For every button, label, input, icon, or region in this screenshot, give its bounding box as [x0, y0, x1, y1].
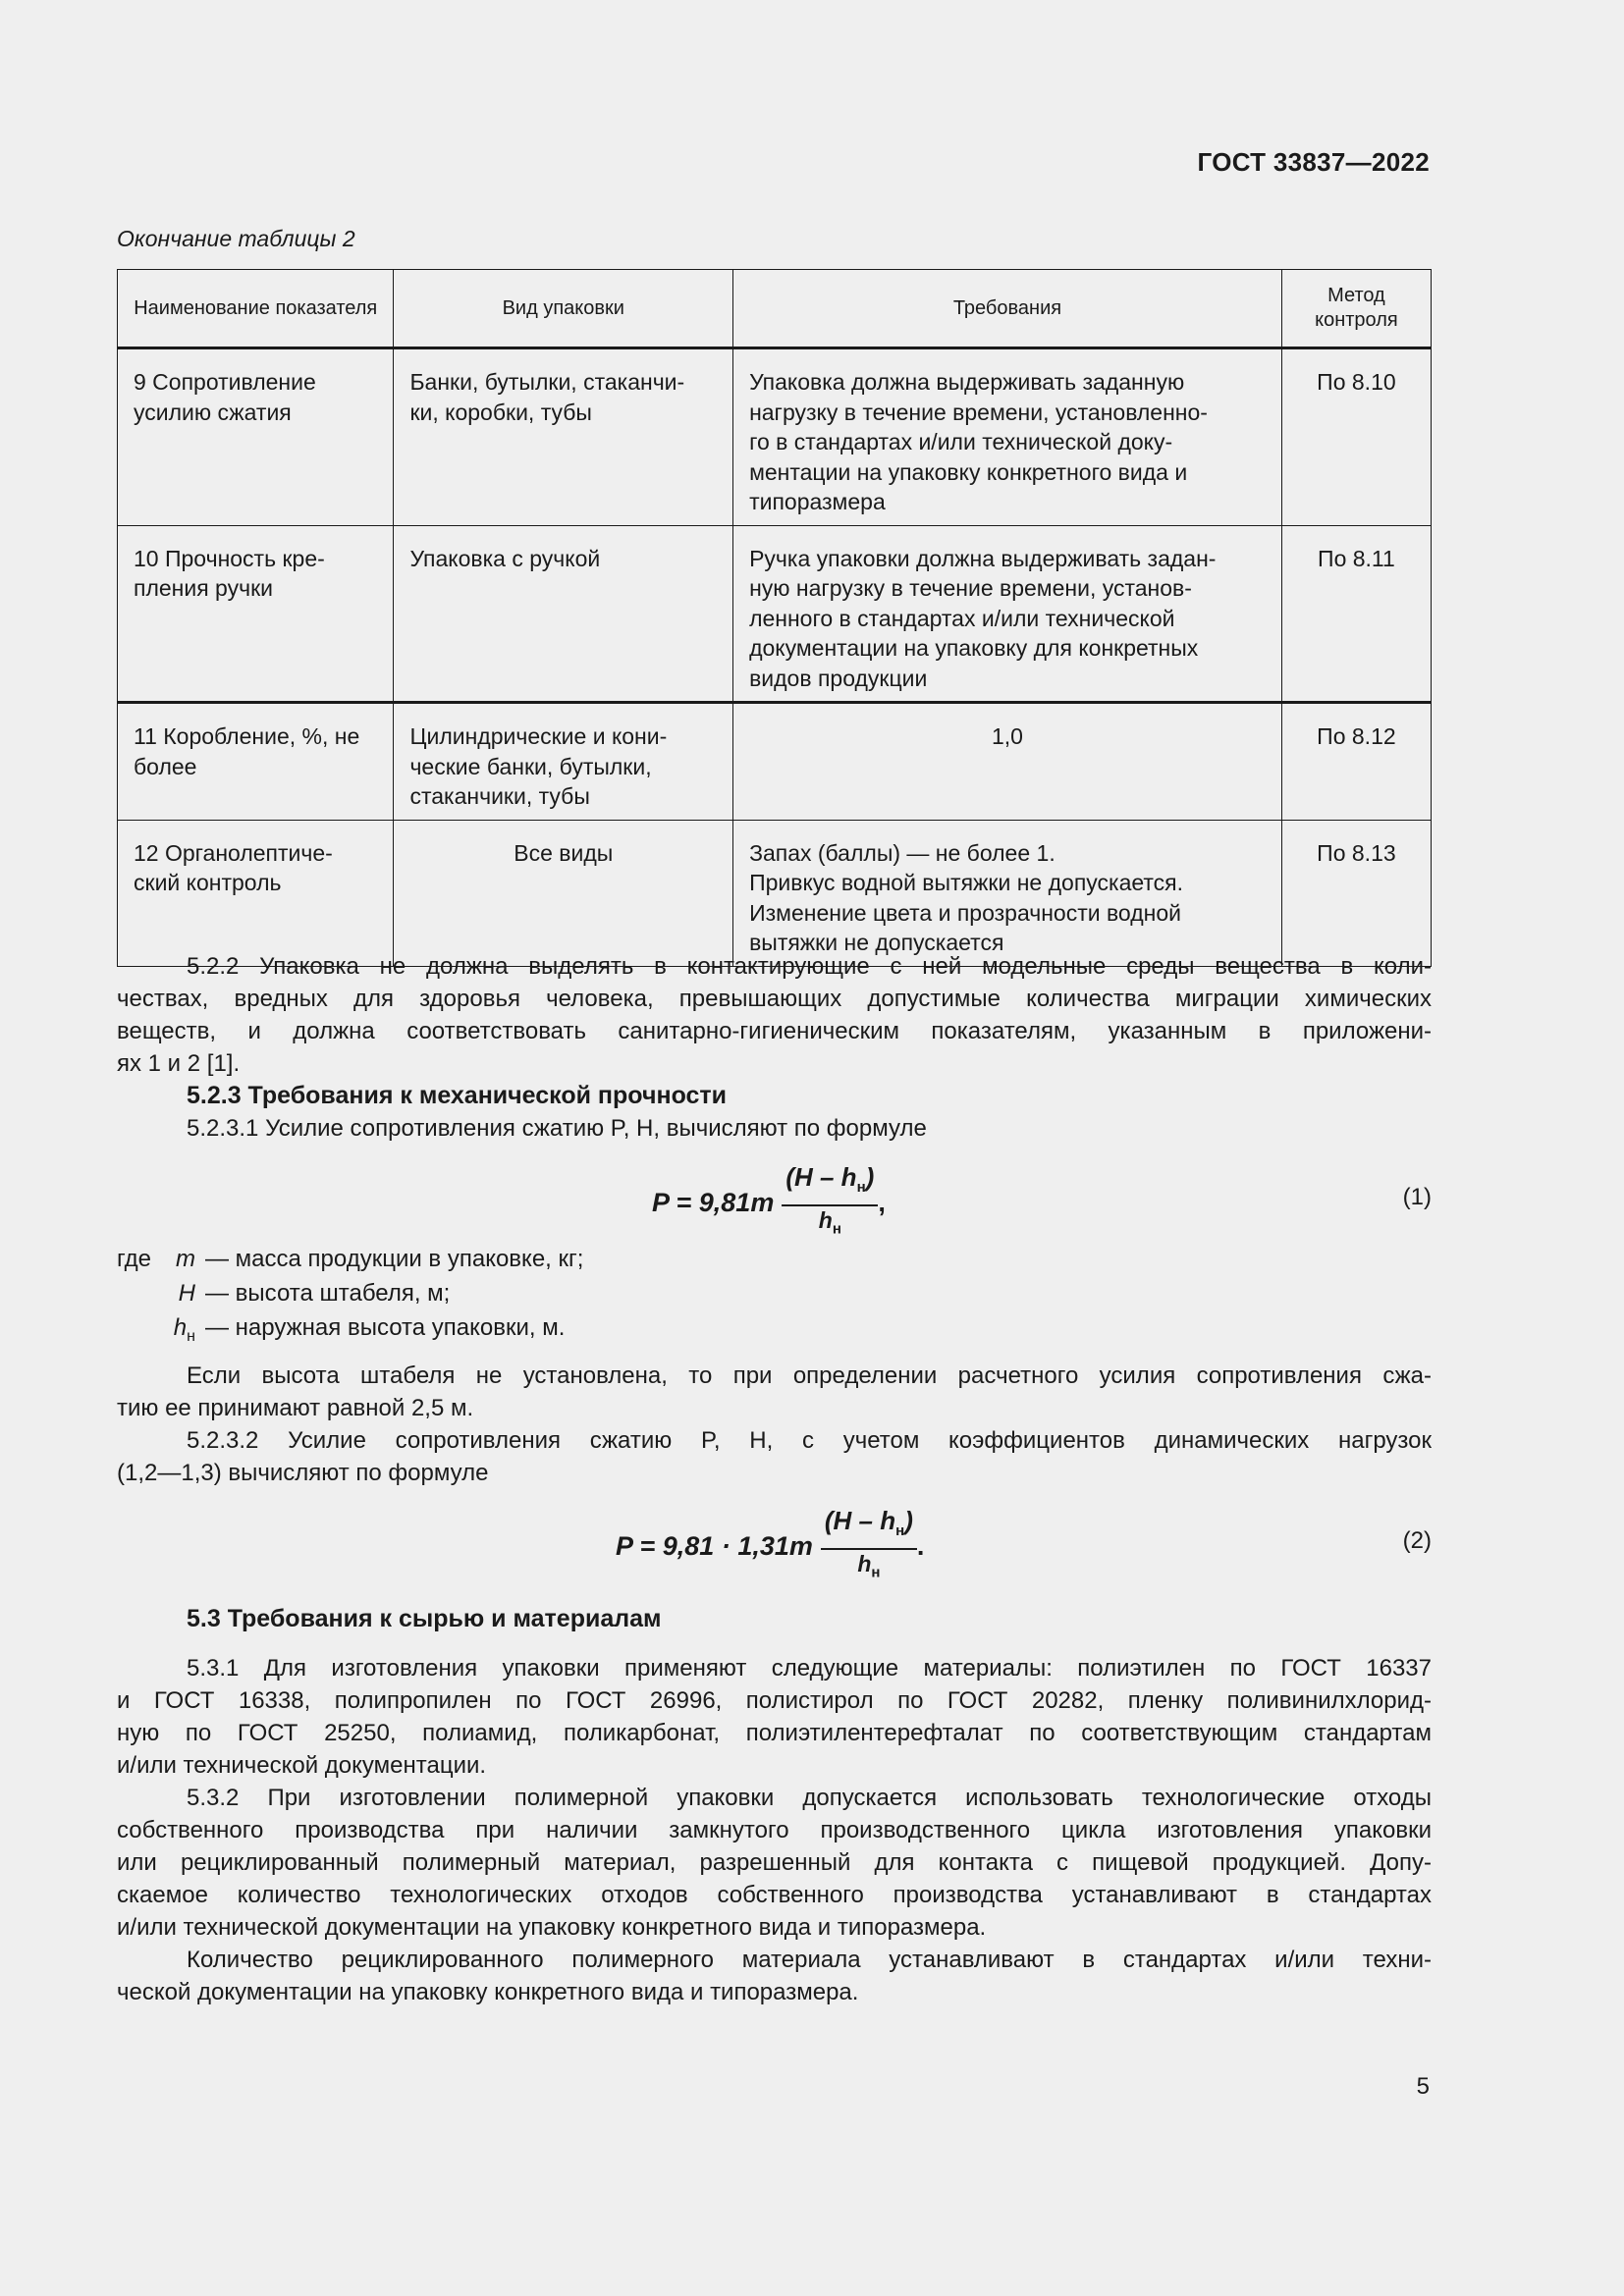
- requirements-table: [117, 269, 1432, 967]
- cell-indicator: 9 Сопротивление усилию сжатия: [118, 348, 394, 526]
- column-header-method: Метод контроля: [1281, 270, 1431, 348]
- cell-method: По 8.11: [1281, 525, 1431, 703]
- cell-method: По 8.13: [1281, 820, 1431, 966]
- formula-2-var: m: [788, 1530, 813, 1561]
- formula-2-number: (2): [1402, 1527, 1432, 1554]
- formula-1-lhs: P = 9,81: [652, 1187, 751, 1217]
- cell-requirement: Запах (баллы) — не более 1. Привкус водной вытяжки не допускается. Изменение цвета и прозрачности водной вытяжки не допускается: [733, 820, 1282, 966]
- table-row: [118, 525, 1432, 703]
- cell-indicator: 12 Органолептиче- ский контроль: [118, 820, 394, 966]
- cell-package: Упаковка с ручкой: [394, 525, 733, 703]
- definition-row: H — высота штабеля, м;: [178, 1280, 451, 1307]
- paragraph-stack-height: Если высота штабеля не установлена, то при определении расчетного усилия сопротивления сжа- тию ее принимают равной 2,5 м. 5.2.3.2 Усилие сопротивления сжатию P, Н, с учетом коэффициентов динамических нагрузок (1,2—1,3) вычисляют по формуле: [117, 1362, 1432, 1486]
- paragraph-5-2-3-1: 5.2.3.1 Усилие сопротивления сжатию P, Н, вычисляют по формуле: [187, 1115, 927, 1142]
- heading-5-3: 5.3 Требования к сырью и материалам: [187, 1605, 662, 1632]
- column-header-indicator: Наименование показателя: [118, 270, 394, 348]
- formula-1: P = 9,81 m $\frac{(H - h_н)}{h_н}$ , (1): [117, 1162, 1432, 1231]
- formula-2-lhs: P = 9,81 · 1,31: [616, 1530, 789, 1561]
- table-caption: Окончание таблицы 2: [117, 226, 355, 251]
- table-row: [118, 703, 1432, 821]
- cell-package: Цилиндрические и кони- ческие банки, бутылки, стаканчики, тубы: [394, 703, 733, 821]
- formula-definitions: [117, 1242, 583, 1354]
- definition-row: где m — масса продукции в упаковке, кг;: [117, 1242, 583, 1276]
- paragraph-5-3-1: 5.3.1 Для изготовления упаковки применяют следующие материалы: полиэтилен по ГОСТ 16337 и ГОСТ 16338, полипропилен по ГОСТ 26996, полистирол по ГОСТ 20282, пленку поливинилхлорид- ную по ГОСТ 25250, полиамид, поликарбонат, полиэтилентерефталат по соответствующим стандартам и/или технической документации. 5.3.2 При изготовлении полимерной упаковки допускается использовать технологические отходы собственного производства при наличии замкнутого производственного цикла изготовления упаковки или рециклированный полимерный материал, разрешенный для контакта с пищевой продукцией. Допу- скаемое количество технологических отходов собственного производства устанавливают в стандартах и/или технической документации на упаковку конкретного вида и типоразмера. Количество рециклированного полимерного материала устанавливают в стандартах и/или техни- ческой документации на упаковку конкретного вида и типоразмера.: [117, 1655, 1432, 2005]
- document-number: ГОСТ 33837—2022: [1197, 147, 1430, 177]
- column-header-package: Вид упаковки: [394, 270, 733, 348]
- table-row: [118, 348, 1432, 526]
- paragraph-5-3-2: 5.3.2 При изготовлении полимерной упаковки допускается использовать технологические отходы: [187, 1785, 1432, 1811]
- cell-indicator: 10 Прочность кре- пления ручки: [118, 525, 394, 703]
- formula-1-var: m: [750, 1187, 775, 1217]
- table-row: [118, 820, 1432, 966]
- formula-2-fraction: $\frac{(H - h_н)}{h_н}$: [821, 1506, 917, 1587]
- cell-package: Все виды: [394, 820, 733, 966]
- cell-requirement: 1,0: [733, 703, 1282, 821]
- paragraph-5-2-2: 5.2.2 Упаковка не должна выделять в контактирующие с ней модельные среды вещества в коли- чествах, вредных для здоровья человека, превышающих допустимые количества миграции химических веществ, и должна соответствовать санитарно-гигиеническим показателям, указанным в приложени- ях 1 и 2 [1]. 5.2.3 Требования к механической прочности 5.2.3.1 Усилие сопротивления сжатию P, Н, вычисляют по формуле: [117, 950, 1432, 1145]
- cell-requirement: Упаковка должна выдерживать заданную нагрузку в течение времени, установленно- го в стандартах и/или технической доку- ментации на упаковку конкретного вида и типоразмера: [733, 348, 1282, 526]
- table-header-row: [118, 270, 1432, 348]
- paragraph-recycled: Количество рециклированного полимерного материала устанавливают в стандартах и/или техни-: [187, 1947, 1432, 1973]
- cell-method: По 8.12: [1281, 703, 1431, 821]
- paragraph-5-2-3-2: 5.2.3.2 Усилие сопротивления сжатию P, Н, с учетом коэффициентов динамических нагрузок: [187, 1427, 1432, 1454]
- formula-1-fraction: $\frac{(H - h_н)}{h_н}$: [782, 1162, 878, 1244]
- cell-method: По 8.10: [1281, 348, 1431, 526]
- column-header-requirements: Требования: [733, 270, 1282, 348]
- formula-1-number: (1): [1402, 1184, 1432, 1210]
- heading-5-2-3: 5.2.3 Требования к механической прочности: [187, 1082, 728, 1109]
- formula-2: P = 9,81 · 1,31 m $\frac{(H - h_н)}{h_н}$ . (2): [117, 1506, 1432, 1575]
- cell-indicator: 11 Коробление, %, не более: [118, 703, 394, 821]
- cell-package: Банки, бутылки, стаканчи- ки, коробки, тубы: [394, 348, 733, 526]
- definition-row: $h_н$ — наружная высота упаковки, м.: [173, 1314, 566, 1345]
- section-5-3: [117, 1603, 1432, 1635]
- page-number: 5: [1416, 2073, 1430, 2100]
- where-label: где: [117, 1246, 152, 1272]
- cell-requirement: Ручка упаковки должна выдерживать задан- ную нагрузку в течение времени, установ- ленного в стандартах и/или технической документации на упаковку для конкретных видов продукции: [733, 525, 1282, 703]
